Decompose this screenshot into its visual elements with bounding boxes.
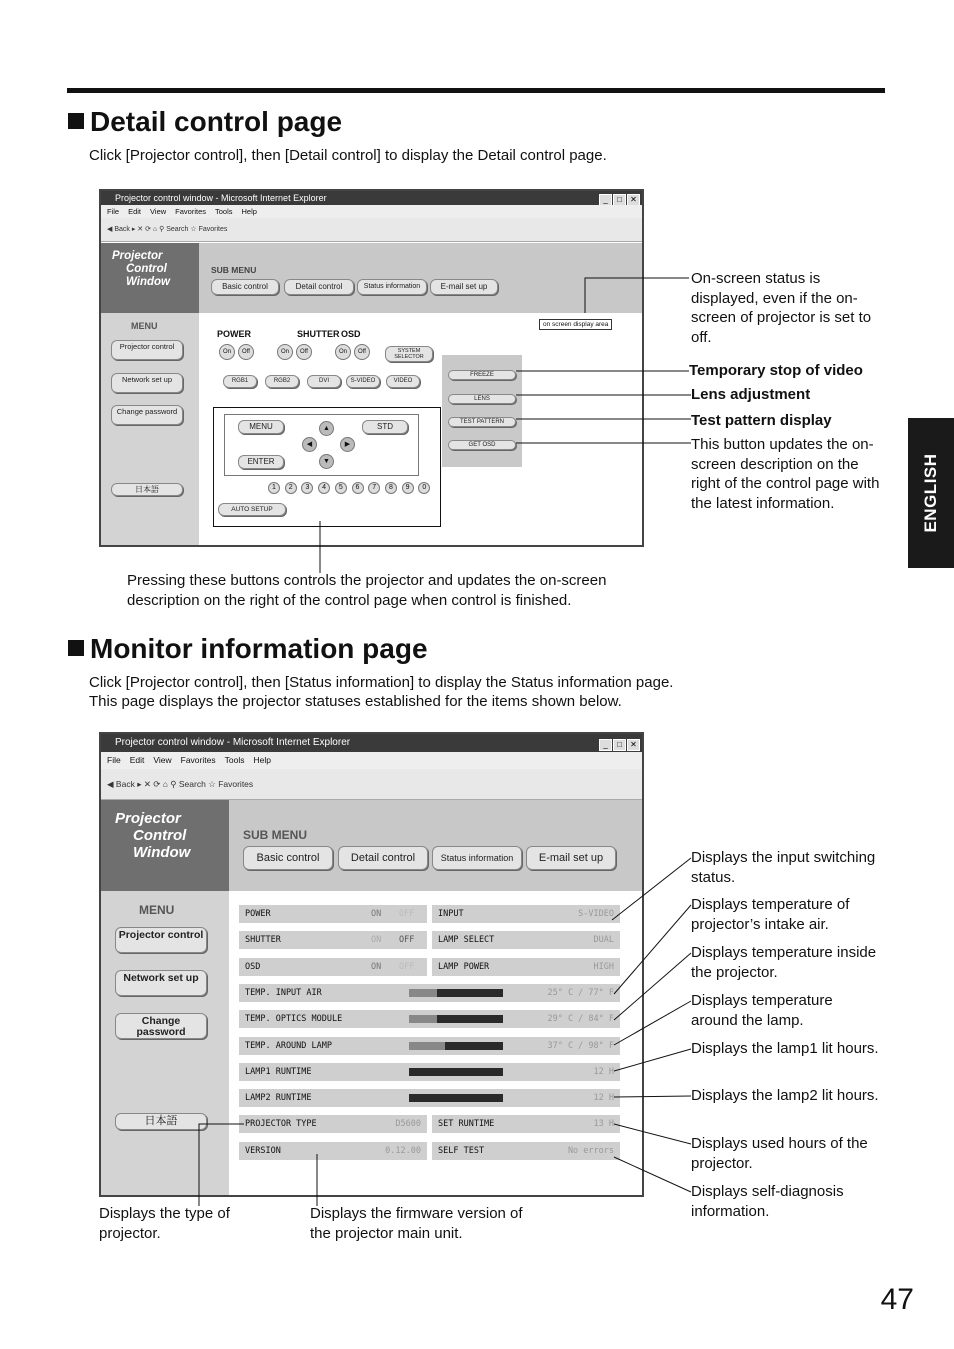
menu-label: MENU (139, 903, 175, 917)
input-rgb2-button[interactable]: RGB2 (265, 375, 299, 388)
status-value: 13 H (593, 1119, 614, 1130)
annotation-intake-air: Displays temperature of projector’s intake air. (691, 896, 850, 933)
section-intro-monitor-1: Click [Projector control], then [Status information] to display the Status information page. (89, 674, 674, 691)
status-on-indicator: ON (371, 961, 382, 972)
change-password-button[interactable]: Change password (111, 405, 183, 425)
status-value: D5600 (395, 1119, 421, 1130)
japanese-button[interactable]: 日本語 (111, 483, 183, 496)
freeze-button[interactable]: FREEZE (448, 370, 516, 380)
number-6-button[interactable]: 6 (352, 482, 364, 494)
search-icon: ⚲ (170, 779, 177, 789)
menu-file[interactable]: File (107, 207, 120, 216)
status-label: SET RUNTIME (438, 1119, 495, 1130)
remote-menu-button[interactable]: MENU (238, 420, 284, 434)
test-pattern-button[interactable]: TEST PATTERN (448, 417, 516, 427)
status-bar-fill (409, 1094, 503, 1102)
status-bar-fill (445, 1042, 503, 1050)
submenu-panel (229, 800, 644, 891)
status-label: POWER (245, 909, 271, 919)
detail-control-area (199, 313, 644, 547)
annotation-buttons-note: Pressing these buttons controls the projector and updates the on-screen description on the right of the control page when control is finished. (127, 572, 607, 609)
status-value: No errors (567, 1145, 614, 1156)
annotation-osd-status: On-screen status is displayed, even if the on-screen of projector is set to off. (691, 270, 872, 346)
status-bar-fill (409, 1068, 503, 1076)
remote-control-area (213, 407, 441, 527)
status-off-indicator: OFF (399, 909, 415, 919)
status-value: 0.12.00 (385, 1145, 421, 1156)
status-row-power (239, 905, 427, 923)
favorites-button[interactable]: Favorites (218, 779, 254, 789)
annotation-lamp1: Displays the lamp1 lit hours. (691, 1040, 879, 1057)
minimize-button[interactable]: _ (599, 194, 612, 205)
status-value: 25° C / 77° F (547, 987, 614, 998)
network-setup-button[interactable]: Network set up (111, 373, 183, 393)
status-value: DUAL (593, 935, 614, 946)
status-on-indicator: ON (371, 909, 382, 919)
submenu-label: SUB MENU (211, 265, 257, 275)
browser-toolbar: ◀ Back ▸ ✕ ⟳ ⌂ ⚲ Search ☆ Favorites (101, 218, 642, 242)
status-label: LAMP2 RUNTIME (245, 1093, 312, 1104)
logo-panel (101, 800, 229, 891)
status-label: PROJECTOR TYPE (245, 1119, 317, 1130)
section-title-monitor: Monitor information page (68, 633, 428, 665)
logo-line-2: Control (133, 827, 187, 844)
annotation-lamp-temp: Displays temperature around the lamp. (691, 992, 833, 1029)
logo-line-1: Projector (112, 250, 163, 262)
remote-std-button[interactable]: STD (362, 420, 408, 434)
top-rule (67, 88, 885, 93)
osd-area: on screen display area (539, 319, 612, 330)
status-label: TEMP. INPUT AIR (245, 987, 322, 998)
annotation-lens: Lens adjustment (691, 386, 811, 403)
logo-line-3: Window (133, 844, 191, 861)
menu-bar (101, 205, 642, 218)
section-intro-detail: Click [Projector control], then [Detail control] to display the Detail control page. (89, 147, 607, 164)
back-icon[interactable]: ◀ (107, 226, 113, 233)
menu-help[interactable]: Help (241, 207, 257, 216)
number-7-button[interactable]: 7 (368, 482, 380, 494)
minimize-button[interactable]: _ (599, 739, 612, 751)
browser-toolbar: ◀ Back ▸ ✕ ⟳ ⌂ ⚲ Search ☆ Favorites (101, 769, 642, 800)
page-number: 47 (880, 1283, 914, 1316)
menu-edit[interactable]: Edit (128, 207, 142, 216)
status-row-projector-type (239, 1115, 427, 1133)
status-bar-empty (409, 1015, 437, 1023)
status-bar-fill (437, 1015, 503, 1023)
annotation-firmware: Displays the firmware version of the projector main unit. (310, 1205, 523, 1242)
close-button[interactable]: ✕ (627, 194, 640, 205)
status-row-temp-input-air (239, 984, 620, 1002)
status-label: OSD (245, 961, 261, 972)
menu-tools[interactable]: Tools (215, 207, 233, 216)
annotation-used-hours: Displays used hours of the projector. (691, 1135, 868, 1172)
window-title-bar: Projector control window - Microsoft Internet Explorer _ □ ✕ (101, 734, 642, 752)
annotation-input: Displays the input switching status. (691, 849, 876, 886)
annotation-self-test: Displays self-diagnosis information. (691, 1183, 844, 1220)
status-label: LAMP1 RUNTIME (245, 1066, 312, 1077)
osd-on-button[interactable]: On (335, 344, 351, 360)
number-0-button[interactable]: 0 (418, 482, 430, 494)
number-3-button[interactable]: 3 (301, 482, 313, 494)
logo-line-1: Projector (115, 810, 181, 827)
status-off-indicator: OFF (399, 961, 415, 972)
status-area (229, 891, 644, 1197)
input-video-button[interactable]: VIDEO (386, 375, 420, 388)
status-label: TEMP. AROUND LAMP (245, 1040, 332, 1051)
status-value: HIGH (593, 961, 614, 972)
right-button-panel (442, 355, 522, 467)
side-menu-panel (101, 313, 199, 547)
side-menu-panel (101, 891, 229, 1197)
favorites-button[interactable]: Favorites (198, 226, 228, 233)
number-8-button[interactable]: 8 (385, 482, 397, 494)
status-row-shutter (239, 931, 427, 949)
projector-control-button[interactable]: Projector control (115, 927, 207, 953)
status-label: LAMP POWER (438, 961, 490, 972)
menu-file[interactable]: File (107, 755, 121, 765)
back-button[interactable]: Back (115, 779, 135, 789)
status-row-self-test (432, 1142, 620, 1160)
email-setup-button[interactable]: E-mail set up (430, 279, 498, 295)
annotation-inside-temp: Displays temperature inside the projector. (691, 944, 877, 981)
status-information-button[interactable]: Status information (432, 846, 522, 870)
basic-control-button[interactable]: Basic control (243, 846, 333, 870)
back-button[interactable]: Back (114, 226, 130, 233)
back-icon[interactable]: ◀ (107, 779, 114, 789)
status-row-temp-around-lamp (239, 1037, 620, 1055)
email-setup-button[interactable]: E-mail set up (526, 846, 616, 870)
menu-label: MENU (131, 321, 158, 331)
status-label: TEMP. OPTICS MODULE (245, 1014, 343, 1025)
status-on-indicator: ON (371, 935, 382, 946)
annotation-lamp2: Displays the lamp2 lit hours. (691, 1087, 879, 1104)
maximize-button[interactable]: □ (613, 739, 626, 751)
menu-tools[interactable]: Tools (224, 755, 245, 765)
status-label: VERSION (245, 1145, 281, 1156)
osd-label: OSD (341, 329, 361, 339)
status-label: SELF TEST (438, 1145, 485, 1156)
osd-off-button[interactable]: Off (354, 344, 370, 360)
auto-setup-button[interactable]: AUTO SETUP (218, 503, 286, 516)
japanese-button[interactable]: 日本語 (115, 1113, 207, 1130)
number-9-button[interactable]: 9 (402, 482, 414, 494)
network-setup-button[interactable]: Network set up (115, 970, 207, 996)
remote-enter-button[interactable]: ENTER (238, 455, 284, 469)
language-tab-label: ENGLISH (921, 453, 940, 533)
shutter-label: SHUTTER (297, 329, 340, 339)
maximize-button[interactable]: □ (613, 194, 626, 205)
basic-control-button[interactable]: Basic control (211, 279, 279, 295)
search-button[interactable]: Search (166, 226, 189, 233)
status-label: INPUT (438, 909, 464, 919)
get-osd-button[interactable]: GET OSD (448, 440, 516, 450)
submenu-panel (199, 243, 644, 313)
section-intro-monitor-2: This page displays the projector statuses established for the items shown below. (89, 693, 622, 710)
status-row-osd (239, 958, 427, 976)
arrow-down-icon[interactable]: ▼ (319, 454, 334, 469)
menu-favorites[interactable]: Favorites (180, 755, 216, 765)
shutter-on-button[interactable]: On (277, 344, 293, 360)
submenu-label: SUB MENU (243, 828, 308, 842)
status-row-set-runtime (432, 1115, 620, 1133)
status-value: 29° C / 84° F (547, 1014, 614, 1025)
status-value: 12 H (593, 1066, 614, 1077)
status-bar-empty (409, 989, 437, 997)
input-rgb1-button[interactable]: RGB1 (223, 375, 257, 388)
close-button[interactable]: ✕ (627, 739, 640, 751)
arrow-right-icon[interactable]: ▶ (340, 437, 355, 452)
search-icon: ⚲ (159, 226, 165, 233)
menu-help[interactable]: Help (253, 755, 271, 765)
status-label: SHUTTER (245, 935, 281, 946)
status-value: S-VIDEO (578, 909, 614, 919)
arrow-up-icon[interactable]: ▲ (319, 421, 334, 436)
shutter-off-button[interactable]: Off (296, 344, 312, 360)
search-button[interactable]: Search (178, 779, 206, 789)
status-bar-empty (409, 1042, 445, 1050)
annotation-freeze: Temporary stop of video (689, 362, 863, 379)
annotation-get-osd: This button updates the on-screen description on the right of the control page with the latest information. (691, 436, 880, 512)
status-row-lamp1-runtime (239, 1063, 620, 1081)
section-title-detail: Detail control page (68, 106, 342, 138)
status-row-temp-optics-module (239, 1010, 620, 1028)
system-selector-button[interactable]: SYSTEM SELECTOR (385, 346, 433, 362)
power-on-button[interactable]: On (219, 344, 235, 360)
menu-view[interactable]: View (153, 755, 172, 765)
status-row-input (432, 905, 620, 923)
number-2-button[interactable]: 2 (285, 482, 297, 494)
status-row-lamp2-runtime (239, 1089, 620, 1107)
menu-favorites[interactable]: Favorites (175, 207, 206, 216)
status-off-indicator: OFF (399, 935, 415, 946)
menu-bar (101, 752, 642, 769)
power-off-button[interactable]: Off (238, 344, 254, 360)
status-bar-fill (437, 989, 503, 997)
menu-view[interactable]: View (150, 207, 167, 216)
input-svideo-button[interactable]: S-VIDEO (346, 375, 380, 388)
logo-line-2: Control (126, 263, 167, 275)
menu-edit[interactable]: Edit (129, 755, 145, 765)
favorites-icon: ☆ (190, 226, 197, 233)
status-row-version (239, 1142, 427, 1160)
status-row-lamp-select (432, 931, 620, 949)
number-4-button[interactable]: 4 (318, 482, 330, 494)
logo-line-3: Window (126, 276, 170, 288)
favorites-icon: ☆ (208, 779, 216, 789)
status-label: LAMP SELECT (438, 935, 495, 946)
status-row-lamp-power (432, 958, 620, 976)
status-value: 12 H (593, 1093, 614, 1104)
number-1-button[interactable]: 1 (268, 482, 280, 494)
power-label: POWER (217, 329, 252, 339)
annotation-test-pattern: Test pattern display (691, 412, 832, 429)
detail-control-button[interactable]: Detail control (338, 846, 428, 870)
number-buttons (268, 482, 433, 494)
status-information-window (99, 732, 644, 1197)
detail-control-button[interactable]: Detail control (284, 279, 354, 295)
status-information-button[interactable]: Status information (357, 279, 427, 295)
logo-panel (101, 243, 199, 313)
status-value: 37° C / 98° F (547, 1040, 614, 1051)
arrow-left-icon[interactable]: ◀ (302, 437, 317, 452)
number-5-button[interactable]: 5 (335, 482, 347, 494)
change-password-button[interactable]: Change password (115, 1013, 207, 1039)
detail-control-window (99, 189, 644, 547)
lens-button[interactable]: LENS (448, 394, 516, 404)
status-rows (229, 891, 644, 1197)
language-tab (908, 418, 954, 568)
annotation-projector-type: Displays the type of projector. (99, 1205, 230, 1242)
projector-control-button[interactable]: Projector control (111, 340, 183, 360)
input-dvi-button[interactable]: DVI (307, 375, 341, 388)
window-title-bar: Projector control window - Microsoft Internet Explorer _ □ ✕ (101, 191, 642, 205)
